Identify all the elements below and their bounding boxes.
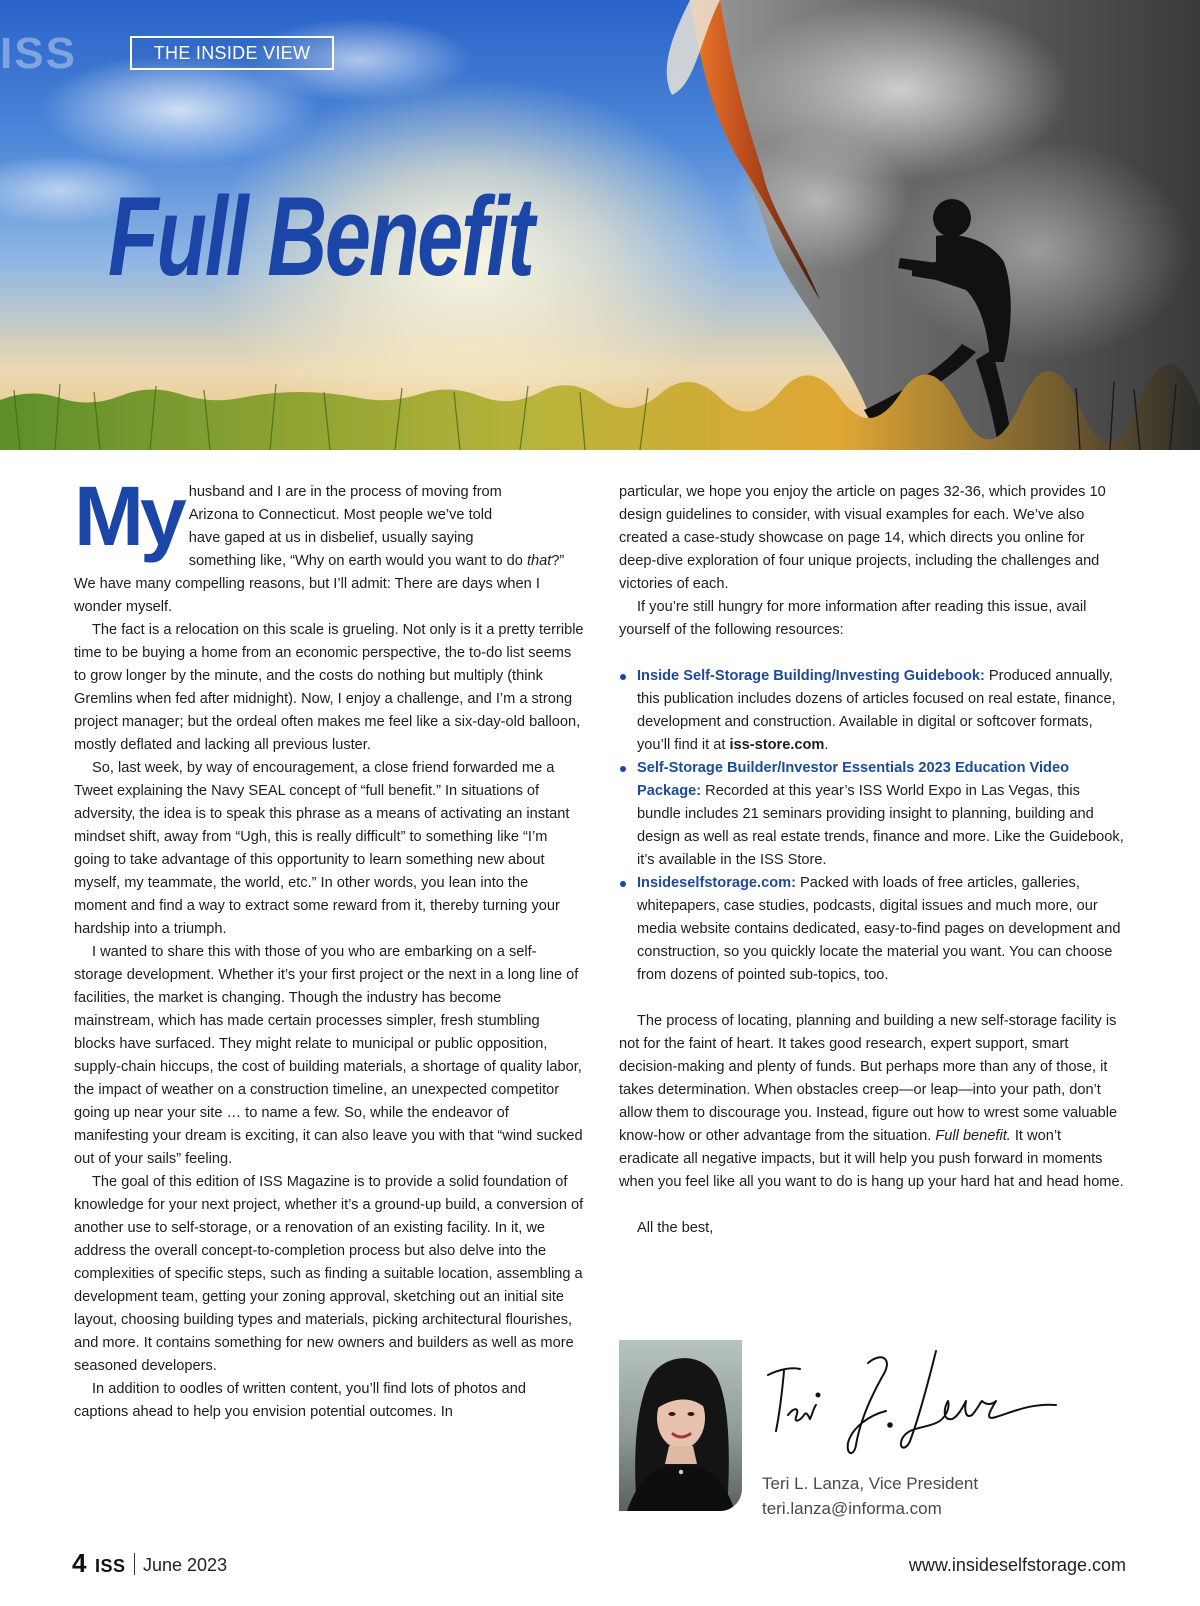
drop-cap: My [74,469,183,563]
resource-text: Packed with loads of free articles, galleries, whitepapers, case studies, podcasts, digital issues and much more, our media website contains dedicated, easy-to-find pages on development and construction, so you quickly locate the material you want. You can choose from dozens of pointed sub-topics, too. [637,875,1121,983]
author-email[interactable]: teri.lanza@informa.com [762,1499,942,1518]
list-item [619,872,1124,987]
paragraph-9 [619,1010,1124,1194]
list-item [619,757,1124,872]
website-link[interactable]: www.insideselfstorage.com [908,1555,1126,1575]
paragraph-1-end: ?” We have many compelling reasons, but I’ll admit: There are days when I wonder myself. [74,553,565,615]
list-item [619,665,1124,757]
resource-title: Inside Self-Storage Building/Investing Guidebook: [637,668,985,684]
page-number: 4 [72,1548,87,1578]
resource-list [619,665,1124,987]
paragraph-9-end: It won’t eradicate all negative impacts, but it will help you push forward in moments when you feel like all you want to do is hang up your hard hat and head home. [619,1128,1124,1190]
spacer [619,987,1124,1010]
spacer [619,642,1124,665]
handwritten-signature [760,1345,1060,1465]
paragraph-9-text: The process of locating, planning and building a new self-storage facility is not for the faint of heart. It takes good research, expert support, smart decision-making and plenty of funds. But perhaps more than any of those, it takes determination. When obstacles creep—or leap—into your path, don’t allow them to discourage you. Instead, figure out how to wrest some valuable know-how or other advantage from the situation. [619,1013,1118,1144]
resource-text-end: . [824,737,829,753]
paragraph-1-line-2: Arizona to Connecticut. Most people we’ve told [188,507,493,523]
paragraph-5: The goal of this edition of ISS Magazine is to provide a solid foundation of knowledge for your next project, whether it’s a ground-up build, a conversion of another use to self-storage, or a renovation of an existing facility. In it, we address the overall concept-to-completion process but also delve into the complexities of specific steps, such as finding a suitable location, assembling a development team, getting your zoning approval, sketching out an initial site layout, choosing building types and materials, picking architectural flourishes, and more. It contains something for new owners and builders as well as more seasoned developers. [74,1174,584,1374]
paragraph-6: In addition to oodles of written content, you’ll find lots of photos and captions ahead to help you envision potential outcomes. In [74,1381,527,1420]
issue-date: June 2023 [143,1555,228,1575]
paragraph-7: particular, we hope you enjoy the article on pages 32-36, which provides 10 design guidelines to consider, with visual examples for each. We’ve also created a case-study showcase on page 14, which directs you online for deep-dive exploration of four unique projects, including the challenges and victories of each. [619,484,1106,592]
spacer [619,1194,1124,1217]
closing-line: All the best, [637,1220,714,1236]
paragraph-4: I wanted to share this with those of you who are embarking on a self-storage development. Whether it’s your first project or the next in a long line of facilities, the market is changing. Though the industry has become mainstream, which has made certain processes simpler, fresh stumbling blocks have surfaced. They might relate to municipal or public opposition, supply-chain hiccups, the cost of building materials, a shortage of quality labor, the impact of weather on a construction timeline, an unexpected competitor going up near your site … to name a few. So, while the endeavor of manifesting your dream is exciting, it can also leave you with that “wind sucked out of your sails” feeling. [74,944,583,1167]
paragraph-8: If you’re still hungry for more information after reading this issue, avail yourself of the following resources: [619,599,1087,638]
paragraph-2: The fact is a relocation on this scale is grueling. Not only is it a pretty terrible time to be buying a home from an economic perspective, the to-do list seems to grow longer by the minute, and the costs do nothing but multiply (think Gremlins when fed after midnight). Now, I enjoy a challenge, and I’m a strong project manager; but the ordeal often makes me feel like a six-day-old balloon, mostly deflated and lacking all previous luster. [74,622,584,753]
section-label: THE INSIDE VIEW [130,36,334,70]
author-name-title: Teri L. Lanza, Vice President [762,1474,979,1493]
page-title: Full Benefit [108,174,533,299]
paragraph-1-italic: that [526,553,552,569]
article-left-column [74,469,584,1424]
paragraph-3: So, last week, by way of encouragement, a close friend forwarded me a Tweet explaining the Navy SEAL concept of “full benefit.” In situations of adversity, the idea is to speak this phrase as a means of activating an instant mindset shift, away from “Ugh, this is really difficult” to something like “I’m going to take advantage of this opportunity to learn something new about myself, my teammate, the world, etc.” In other words, you lean into the moment and find a way to extract some reward from it, thereby turning your hardship into a triumph. [74,760,570,937]
resource-title: Self-Storage Builder/Investor Essentials 2023 Education Video Package: [637,760,1070,799]
author-portrait [619,1340,742,1511]
store-link[interactable]: iss-store.com [729,737,825,753]
footer-brand: ISS [95,1556,126,1576]
hero-image [0,0,1200,450]
resource-text: Recorded at this year’s ISS World Expo in Las Vegas, this bundle includes 21 seminars providing insight to planning, building and design as well as real estate trends, finance and more. Like the Guidebook, it’s available in the ISS Store. [637,783,1124,868]
paragraph-1-line-3: have gaped at us in disbelief, usually saying [188,530,474,546]
article-right-column [619,481,1124,1240]
resource-text: Produced annually, this publication includes dozens of articles focused on real estate, finance, development and construction. Available in digital or softcover formats, you’ll find it at [637,668,1116,753]
iss-watermark: ISS [0,29,77,78]
footer-divider [134,1553,135,1575]
resource-title: Insideselfstorage.com: [637,875,796,891]
paragraph-1 [74,469,584,619]
paragraph-9-italic: Full benefit. [935,1128,1011,1144]
paragraph-1-rest: something like, “Why on earth would you want to do [188,553,527,569]
paragraph-1-line-1: husband and I are in the process of moving from [188,484,502,500]
